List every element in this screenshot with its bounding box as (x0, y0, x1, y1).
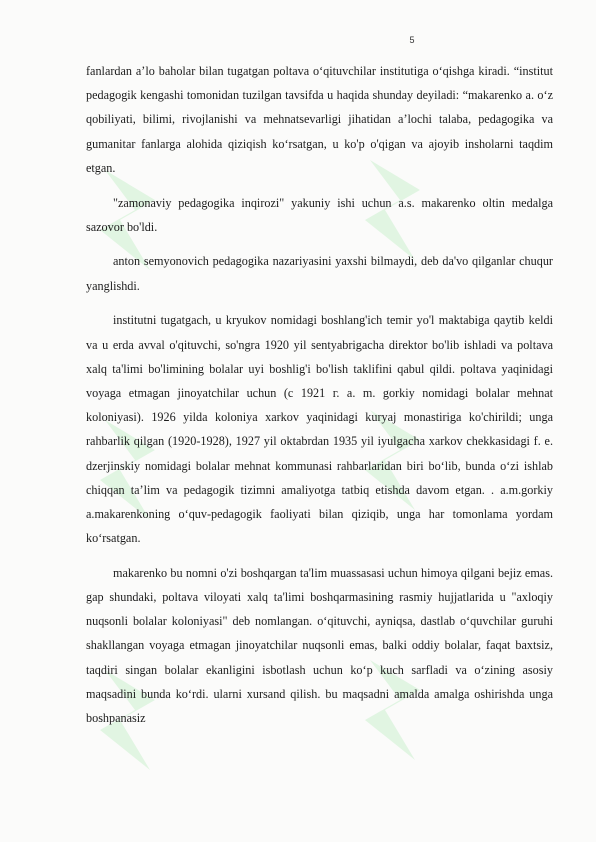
paragraph: anton semyonovich pedagogika nazariyasini yaxshi bilmaydi, deb da'vo qilganlar chuqur yanglishdi. (86, 254, 553, 293)
paragraph: institutni tugatgach, u kryukov nomidagi boshlang'ich temir yo'l maktabiga qaytib keldi va u erda avval o'qituvchi, so'ngra 1920 yil sentyabrigacha direktor bo'lib ishladi va poltava xalq ta'limi bo'limining bolalar uyi boshlig'i bo'lish taklifini qabul qildi. poltava yaqinidagi voyaga etmagan jinoyatchilar uchun (c 1921 г. a. m. gorkiy nomidagi bolalar mehnat koloniyasi). 1926 yilda koloniya xarkov yaqinidagi kuryaj monastiriga ko'chirildi; unga rahbarlik qilgan (1920-1928), 1927 yil oktabrdan 1935 yil iyulgacha xarkov chekkasidagi f. e. dzerjinskiy nomidagi bolalar mehnat kommunasi rahbarlaridan biri bo‘lib, bunda o‘zi ishlab chiqqan ta’lim va pedagogik tizimni amaliyotga tatbiq etishda davom etgan. . a.m.gorkiy a.makarenkoning o‘quv-pedagogik faoliyati bilan qiziqib, unga har tomonlama yordam ko‘rsatgan. (86, 313, 553, 546)
document-body (86, 59, 553, 741)
paragraph: "zamonaviy pedagogika inqirozi" yakuniy ishi uchun a.s. makarenko oltin medalga sazovor bo'ldi. (86, 195, 553, 234)
paragraph: makarenko bu nomni o'zi boshqargan ta'lim muassasasi uchun himoya qilgani bejiz emas. gap shundaki, poltava viloyati xalq ta'limi boshqarmasining rasmiy hujjatlarida u "axloqiy nuqsonli bolalar koloniyasi" deb nomlangan. o‘qituvchi, ayniqsa, dastlab o‘quvchilar guruhi shakllangan voyaga etmagan jinoyatchilar nuqsonli emas, balki oddiy bolalar, faqat baxtsiz, taqdiri singan bolalar ekanligini isbotlash uchun ko‘p kuch sarfladi va o‘zining asosiy maqsadini bunda ko‘rdi. ularni xursand qilish. bu maqsadni amalda amalga oshirishda unga boshpanasiz (86, 565, 553, 726)
paragraph: fanlardan a’lo baholar bilan tugatgan poltava o‘qituvchilar institutiga o‘qishga kiradi. “institut pedagogik kengashi tomonidan tuzilgan tavsifda u haqida shunday deyiladi: “makarenko a. o‘z qobiliyati, bilimi, rivojlanishi va mehnatsevarligi jihatidan a’lochi talaba, pedagogika va gumanitar fanlarga alohida qiziqish ko‘rsatgan, u ko'p o'qigan va ajoyib insholarni taqdim etgan. (86, 64, 553, 175)
page-number: 5 (409, 35, 415, 45)
